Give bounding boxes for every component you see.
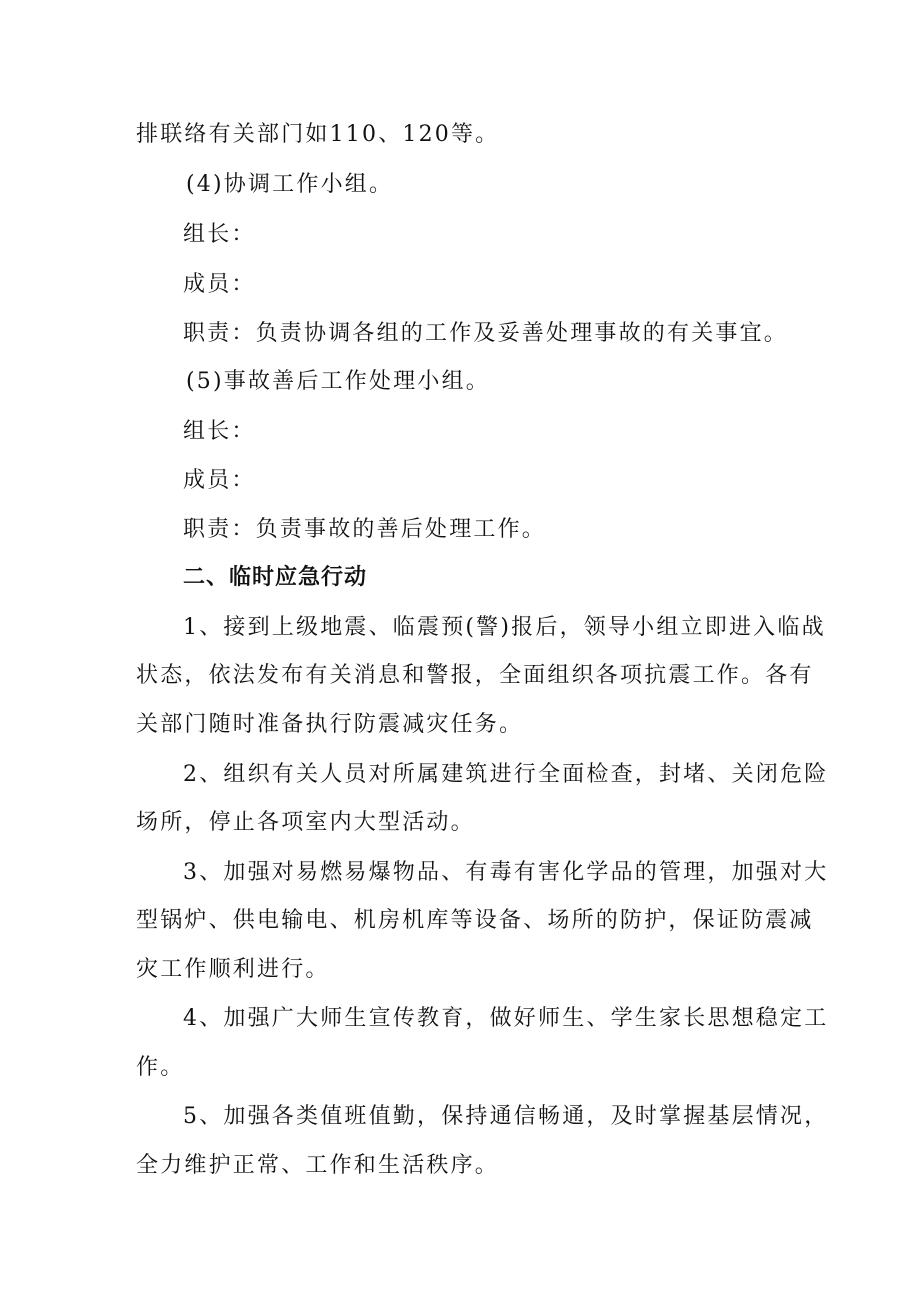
paragraph-line: 2、组织有关人员对所属建筑进行全面检查，封堵、关闭危险 — [183, 762, 829, 787]
section-heading: 二、临时应急行动 — [183, 565, 368, 590]
paragraph-line: 4、加强广大师生宣传教育，做好师生、学生家长思想稳定工 — [183, 1006, 829, 1031]
paragraph-line: 状态，依法发布有关消息和警报，全面组织各项抗震工作。各有 — [136, 663, 814, 688]
paragraph-line: 作。 — [136, 1055, 185, 1080]
paragraph-line: 1、接到上级地震、临震预(警)报后，领导小组立即进入临战 — [183, 615, 826, 640]
paragraph-line: 场所，停止各项室内大型活动。 — [136, 810, 475, 835]
duty-text: 职责：负责事故的善后处理工作。 — [183, 517, 547, 542]
leader-label: 组长： — [183, 419, 256, 444]
duty-text: 职责：负责协调各组的工作及妥善处理事故的有关事宜。 — [183, 321, 789, 346]
paragraph-line: 3、加强对易燃易爆物品、有毒有害化学品的管理，加强对大 — [183, 860, 829, 885]
members-label: 成员： — [183, 468, 256, 493]
paragraph-line: 型锅炉、供电输电、机房机库等设备、场所的防护，保证防震减 — [136, 908, 814, 933]
text-line: 排联络有关部门如110、120等。 — [136, 122, 500, 147]
paragraph-line: 关部门随时准备执行防震减灾任务。 — [136, 712, 524, 737]
section-item-4: (4)协调工作小组。 — [186, 172, 394, 197]
leader-label: 组长： — [183, 222, 256, 247]
paragraph-line: 5、加强各类值班值勤，保持通信畅通，及时掌握基层情况， — [183, 1104, 829, 1129]
paragraph-line: 灾工作顺利进行。 — [136, 957, 330, 982]
members-label: 成员： — [183, 272, 256, 297]
paragraph-line: 全力维护正常、工作和生活秩序。 — [136, 1153, 500, 1178]
section-item-5: (5)事故善后工作处理小组。 — [186, 369, 490, 394]
